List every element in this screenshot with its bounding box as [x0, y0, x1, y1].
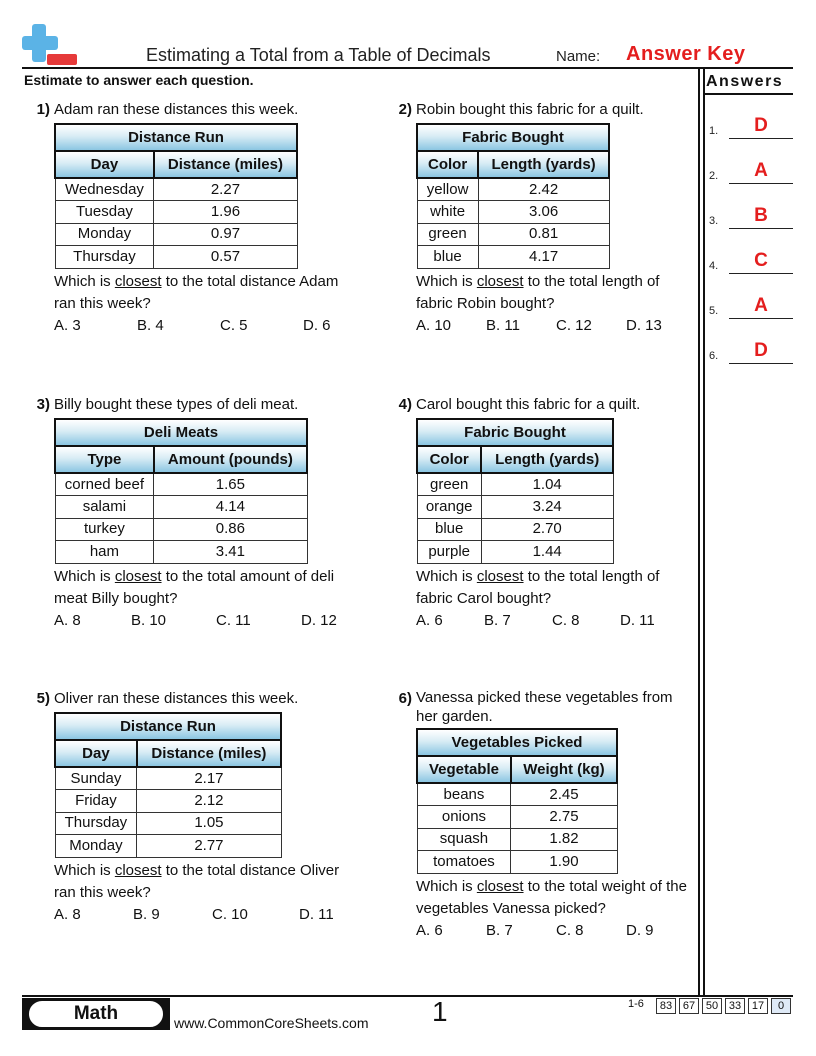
table-cell: 1.82	[511, 828, 617, 851]
problem-number: 2)	[398, 101, 412, 118]
table-column-header: Type	[55, 446, 154, 473]
table-column-header: Color	[417, 151, 478, 178]
choice[interactable]: B. 11	[486, 316, 520, 334]
table-cell: yellow	[417, 178, 478, 201]
question-part: to the total length of fabric Robin bought?	[416, 272, 660, 312]
worksheet-title: Estimating a Total from a Table of Decimals	[146, 45, 491, 65]
score-range-label: 1-6	[628, 998, 644, 1010]
question-text	[416, 271, 696, 315]
choice[interactable]: B. 7	[486, 921, 513, 939]
table-row	[417, 246, 609, 269]
choice[interactable]: C. 8	[556, 921, 584, 939]
choice[interactable]: D. 11	[620, 611, 655, 629]
data-table	[416, 418, 614, 564]
question-part: to the total distance Adam ran this week?	[54, 272, 339, 312]
question-keyword: closest	[114, 567, 162, 585]
table-column-header: Weight (kg)	[511, 756, 617, 783]
problem-number: 4)	[398, 396, 412, 413]
table-cell: ham	[55, 541, 154, 564]
problem-number: 6)	[398, 690, 412, 707]
problem-prompt: Adam ran these distances this week.	[54, 101, 299, 118]
table-column-header: Length (yards)	[478, 151, 609, 178]
table-row	[55, 178, 297, 201]
answer-choices	[416, 920, 696, 942]
table-row	[417, 496, 613, 519]
question-text	[416, 876, 696, 920]
answer-row	[709, 207, 793, 229]
table-row	[417, 828, 617, 851]
table-cell: orange	[417, 496, 481, 519]
table-cell: 2.12	[137, 790, 281, 813]
table-cell: Monday	[55, 223, 154, 246]
problem-number: 5)	[36, 690, 50, 707]
answer-number: 5.	[709, 305, 719, 317]
question-keyword: closest	[476, 567, 524, 585]
answer-key-label: Answer Key	[626, 43, 746, 65]
answer-choices	[416, 315, 696, 337]
answer-choices	[54, 315, 359, 337]
problem-5	[24, 688, 359, 926]
table-caption: Distance Run	[55, 713, 281, 740]
choice[interactable]: C. 10	[212, 905, 248, 923]
table-cell: 1.44	[481, 541, 613, 564]
table-cell: blue	[417, 246, 478, 269]
answer-column-divider	[698, 69, 700, 996]
answer-value[interactable]: C	[754, 250, 768, 271]
choice[interactable]: A. 3	[54, 316, 81, 334]
problem-1	[24, 99, 359, 337]
table-cell: 3.41	[154, 541, 307, 564]
table-cell: 0.81	[478, 223, 609, 246]
problem-2	[386, 99, 696, 337]
question-keyword: closest	[114, 861, 162, 879]
table-column-header: Color	[417, 446, 481, 473]
table-column-header: Vegetable	[417, 756, 511, 783]
choice[interactable]: A. 8	[54, 611, 81, 629]
table-cell: 4.17	[478, 246, 609, 269]
website-label: www.CommonCoreSheets.com	[174, 1015, 369, 1031]
table-caption: Fabric Bought	[417, 124, 609, 151]
answer-column-divider	[703, 69, 705, 996]
table-cell: purple	[417, 541, 481, 564]
question-keyword: closest	[476, 272, 524, 290]
table-cell: squash	[417, 828, 511, 851]
answer-row	[709, 342, 793, 364]
table-row	[55, 541, 307, 564]
table-cell: 2.42	[478, 178, 609, 201]
problem-prompt: Billy bought these types of deli meat.	[54, 396, 299, 413]
table-row	[417, 518, 613, 541]
table-cell: 2.70	[481, 518, 613, 541]
table-cell: 2.45	[511, 783, 617, 806]
question-part: Which is	[416, 877, 477, 895]
table-cell: 1.05	[137, 812, 281, 835]
choice[interactable]: D. 9	[626, 921, 654, 939]
table-row	[55, 790, 281, 813]
table-column-header: Amount (pounds)	[154, 446, 307, 473]
question-part: to the total distance Oliver ran this week?	[54, 861, 340, 901]
data-table	[416, 123, 610, 269]
table-cell: 1.65	[154, 473, 307, 496]
subject-badge: Math	[26, 998, 166, 1030]
table-caption: Fabric Bought	[417, 419, 613, 446]
answer-value[interactable]: D	[754, 115, 768, 136]
answer-value[interactable]: A	[754, 160, 768, 181]
table-row	[55, 496, 307, 519]
answer-number: 2.	[709, 170, 719, 182]
answers-heading: Answers	[706, 73, 784, 90]
table-row	[55, 812, 281, 835]
answer-value[interactable]: D	[754, 340, 768, 361]
table-row	[417, 201, 609, 224]
table-caption: Distance Run	[55, 124, 297, 151]
table-column-header: Day	[55, 151, 154, 178]
data-table	[54, 418, 308, 564]
choice[interactable]: A. 8	[54, 905, 81, 923]
problem-number: 1)	[36, 101, 50, 118]
answer-choices	[54, 610, 359, 632]
table-cell: 1.96	[154, 201, 297, 224]
page-number: 1	[432, 996, 448, 1027]
question-part: Which is	[416, 272, 477, 290]
score-box: 83	[656, 998, 676, 1014]
problem-prompt: Oliver ran these distances this week.	[54, 690, 299, 707]
table-cell: 2.77	[137, 835, 281, 858]
answer-line	[729, 183, 793, 184]
answer-choices	[54, 904, 359, 926]
table-cell: Thursday	[55, 812, 137, 835]
answer-line	[729, 318, 793, 319]
question-part: to the total amount of deli meat Billy bought?	[54, 567, 335, 607]
choice[interactable]: C. 8	[552, 611, 580, 629]
answer-line	[729, 228, 793, 229]
table-cell: Tuesday	[55, 201, 154, 224]
table-column-header: Day	[55, 740, 137, 767]
score-box: 67	[679, 998, 699, 1014]
choice[interactable]: B. 9	[133, 905, 160, 923]
table-row	[417, 223, 609, 246]
table-cell: onions	[417, 806, 511, 829]
choice[interactable]: B. 4	[137, 316, 164, 334]
name-label: Name:	[556, 48, 601, 65]
table-row	[55, 767, 281, 790]
table-row	[417, 178, 609, 201]
question-part: Which is	[54, 272, 115, 290]
table-cell: white	[417, 201, 478, 224]
question-part: Which is	[54, 567, 115, 585]
table-cell: 1.90	[511, 851, 617, 874]
question-part: to the total weight of the vegetables Vanessa picked?	[416, 877, 687, 917]
data-table	[54, 123, 298, 269]
table-cell: Thursday	[55, 246, 154, 269]
choice[interactable]: D. 13	[626, 316, 662, 334]
table-cell: 2.27	[154, 178, 297, 201]
problem-6	[386, 688, 696, 942]
table-cell: Monday	[55, 835, 137, 858]
answer-number: 6.	[709, 350, 719, 362]
table-cell: blue	[417, 518, 481, 541]
choice[interactable]: B. 10	[131, 611, 167, 629]
table-row	[55, 473, 307, 496]
problem-prompt: Robin bought this fabric for a quilt.	[416, 101, 644, 118]
table-cell: beans	[417, 783, 511, 806]
table-cell: 2.17	[137, 767, 281, 790]
header-divider	[22, 67, 793, 69]
question-keyword: closest	[476, 877, 524, 895]
choice[interactable]: B. 7	[484, 611, 511, 629]
answer-row	[709, 297, 793, 319]
answer-line	[729, 363, 793, 364]
table-cell: 2.75	[511, 806, 617, 829]
problem-prompt: Vanessa picked these vegetables from her garden.	[416, 689, 673, 725]
table-cell: Wednesday	[55, 178, 154, 201]
table-cell: 0.86	[154, 518, 307, 541]
table-cell: turkey	[55, 518, 154, 541]
table-row	[55, 246, 297, 269]
data-table	[54, 712, 282, 858]
table-cell: 1.04	[481, 473, 613, 496]
footer-divider	[22, 995, 793, 997]
answer-row	[709, 117, 793, 139]
table-column-header: Distance (miles)	[154, 151, 297, 178]
score-box: 17	[748, 998, 768, 1014]
instructions: Estimate to answer each question.	[24, 72, 254, 88]
table-cell: Friday	[55, 790, 137, 813]
score-box: 50	[702, 998, 722, 1014]
answer-row	[709, 162, 793, 184]
table-caption: Vegetables Picked	[417, 729, 617, 756]
table-cell: 0.57	[154, 246, 297, 269]
question-text	[54, 566, 359, 610]
table-cell: tomatoes	[417, 851, 511, 874]
question-part: Which is	[54, 861, 115, 879]
answer-number: 3.	[709, 215, 719, 227]
table-row	[417, 541, 613, 564]
problem-4	[386, 394, 696, 632]
answer-line	[729, 273, 793, 274]
table-cell: Sunday	[55, 767, 137, 790]
choice[interactable]: D. 11	[299, 905, 334, 923]
choice[interactable]: A. 10	[416, 316, 452, 334]
problem-prompt: Carol bought this fabric for a quilt.	[416, 396, 641, 413]
table-row	[55, 835, 281, 858]
table-cell: 4.14	[154, 496, 307, 519]
question-text	[54, 271, 359, 315]
table-row	[417, 851, 617, 874]
table-row	[417, 473, 613, 496]
answer-number: 4.	[709, 260, 719, 272]
problem-number: 3)	[36, 396, 50, 413]
question-keyword: closest	[114, 272, 162, 290]
choice[interactable]: C. 12	[556, 316, 592, 334]
answer-choices	[416, 610, 696, 632]
table-column-header: Length (yards)	[481, 446, 613, 473]
data-table	[416, 728, 618, 874]
table-row	[417, 783, 617, 806]
answer-number: 1.	[709, 125, 719, 137]
choice[interactable]: A. 6	[416, 611, 443, 629]
answers-heading-rule	[705, 93, 793, 95]
table-row	[55, 223, 297, 246]
choice[interactable]: C. 5	[220, 316, 248, 334]
table-cell: green	[417, 223, 478, 246]
table-caption: Deli Meats	[55, 419, 307, 446]
choice[interactable]: D. 12	[301, 611, 337, 629]
question-text	[54, 860, 359, 904]
table-cell: 0.97	[154, 223, 297, 246]
table-column-header: Distance (miles)	[137, 740, 281, 767]
choice[interactable]: A. 6	[416, 921, 443, 939]
question-part: to the total length of fabric Carol bought?	[416, 567, 660, 607]
answer-line	[729, 138, 793, 139]
answer-row	[709, 252, 793, 274]
score-box: 33	[725, 998, 745, 1014]
choice[interactable]: D. 6	[303, 316, 331, 334]
table-cell: 3.24	[481, 496, 613, 519]
answer-value[interactable]: B	[754, 205, 768, 226]
table-cell: corned beef	[55, 473, 154, 496]
choice[interactable]: C. 11	[216, 611, 251, 629]
table-row	[55, 201, 297, 224]
table-cell: salami	[55, 496, 154, 519]
plus-minus-logo-icon	[22, 22, 80, 68]
table-row	[55, 518, 307, 541]
answer-value[interactable]: A	[754, 295, 768, 316]
table-cell: 3.06	[478, 201, 609, 224]
question-part: Which is	[416, 567, 477, 585]
table-row	[417, 806, 617, 829]
table-cell: green	[417, 473, 481, 496]
question-text	[416, 566, 696, 610]
problem-3	[24, 394, 359, 632]
score-box: 0	[771, 998, 791, 1014]
